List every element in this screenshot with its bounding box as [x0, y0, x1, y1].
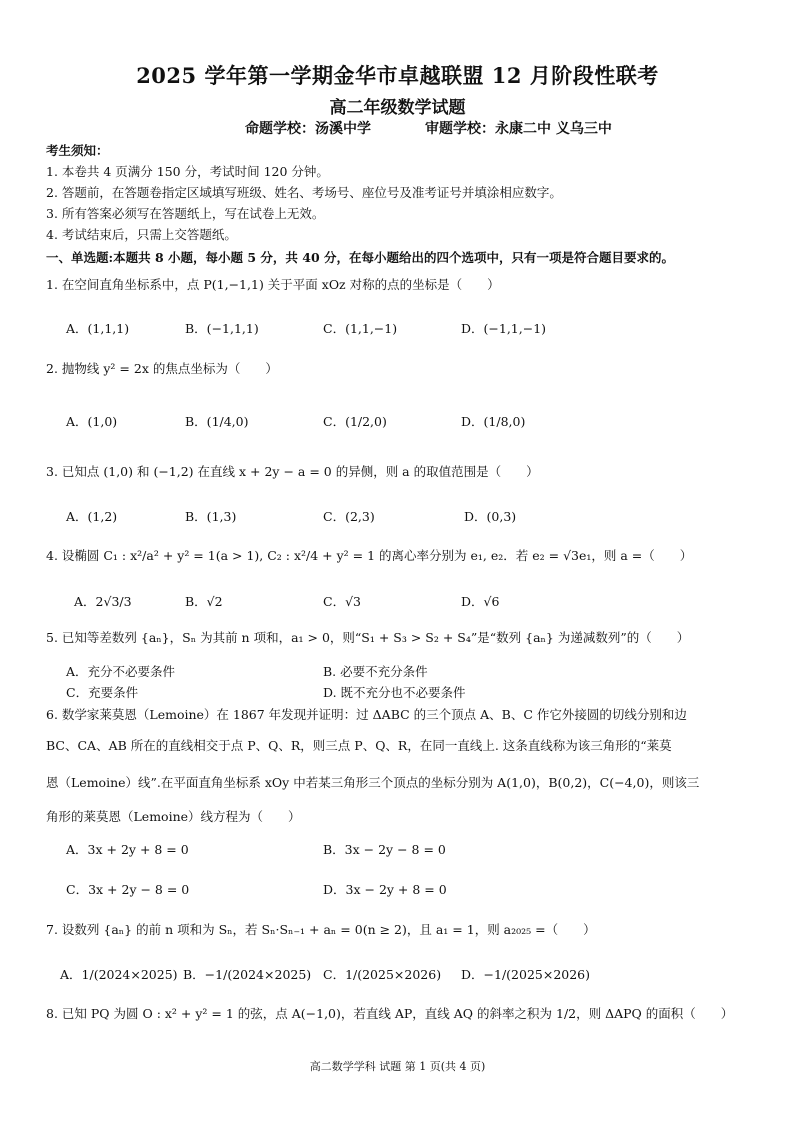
question-6-line: 角形的莱莫恩（Lemoine）线方程为（ ） — [46, 809, 301, 824]
q3-option-a: A．(1,2) — [66, 509, 118, 524]
q2-option-c: C．(1/2,0) — [323, 414, 387, 429]
notice-heading: 考生须知： — [46, 143, 109, 158]
notice-item: 3. 所有答案必须写在答题纸上，写在试卷上无效。 — [46, 206, 325, 221]
q6-option-b: B．3x − 2y − 8 = 0 — [323, 842, 446, 857]
q5-option-b: B. 必要不充分条件 — [323, 664, 428, 679]
question-4-stem: 4. 设椭圆 C₁ : x²/a² + y² = 1(a > 1), C₂ : x²/4 + y² = 1 的离心率分别为 e₁, e₂．若 e₂ = √3e₁，则 a =（ ） — [46, 548, 693, 563]
question-7-stem: 7. 设数列 {aₙ} 的前 n 项和为 Sₙ，若 Sₙ·Sₙ₋₁ + aₙ = 0(n ≥ 2)，且 a₁ = 1，则 a₂₀₂₅ =（ ） — [46, 922, 596, 937]
q4-option-b: B．√2 — [185, 594, 223, 609]
q3-option-d: D．(0,3) — [464, 509, 517, 524]
exam-subtitle: 高二年级数学试题 — [329, 98, 466, 118]
q4-option-a: A．2√3/3 — [74, 594, 132, 609]
q1-option-a: A．(1,1,1) — [66, 321, 130, 336]
notice-item: 4. 考试结束后，只需上交答题纸。 — [46, 227, 237, 242]
setter-school: 命题学校：汤溪中学 — [245, 121, 371, 137]
q4-option-c: C．√3 — [323, 594, 361, 609]
q2-option-d: D．(1/8,0) — [461, 414, 526, 429]
q7-option-c: C．1/(2025×2026) — [323, 967, 442, 982]
q5-option-a: A．充分不必要条件 — [66, 664, 176, 679]
question-3-stem: 3. 已知点 (1,0) 和 (−1,2) 在直线 x + 2y − a = 0 的异侧，则 a 的取值范围是（ ） — [46, 464, 539, 479]
q7-option-d: D．−1/(2025×2026) — [461, 967, 591, 982]
section-heading: 一、单选题:本题共 8 小题，每小题 5 分，共 40 分，在每小题给出的四个选项中，只有一项是符合题目要求的。 — [46, 250, 675, 265]
q5-option-c: C．充要条件 — [66, 685, 139, 700]
question-5-stem: 5. 已知等差数列 {aₙ}，Sₙ 为其前 n 项和，a₁ > 0，则“S₁ + S₃ > S₂ + S₄”是“数列 {aₙ} 为递减数列”的（ ） — [46, 630, 690, 645]
page-footer: 高二数学学科 试题 第 1 页(共 4 页) — [309, 1060, 486, 1073]
exam-title: 2025 学年第一学期金华市卓越联盟 12 月阶段性联考 — [136, 63, 659, 88]
q7-option-b: B．−1/(2024×2025) — [183, 967, 312, 982]
question-6-line: 6. 数学家莱莫恩（Lemoine）在 1867 年发现并证明：过 ΔABC 的三个顶点 A、B、C 作它外接圆的切线分别和边 — [46, 707, 687, 722]
q3-option-b: B．(1,3) — [185, 509, 237, 524]
question-1-stem: 1. 在空间直角坐标系中，点 P(1,−1,1) 关于平面 xOz 对称的点的坐标是（ ） — [46, 277, 500, 292]
notice-item: 1. 本卷共 4 页满分 150 分，考试时间 120 分钟。 — [46, 164, 329, 179]
q7-option-a: A．1/(2024×2025) — [60, 967, 178, 982]
notice-item: 2. 答题前，在答题卷指定区域填写班级、姓名、考场号、座位号及准考证号并填涂相应数字。 — [46, 185, 562, 200]
question-6-line: BC、CA、AB 所在的直线相交于点 P、Q、R，则三点 P、Q、R，在同一直线上. 这条直线称为该三角形的“莱莫 — [46, 738, 672, 753]
q6-option-c: C．3x + 2y − 8 = 0 — [66, 882, 190, 897]
question-8-stem: 8. 已知 PQ 为圆 O : x² + y² = 1 的弦，点 A(−1,0)，若直线 AP，直线 AQ 的斜率之积为 1/2，则 ΔAPQ 的面积（ ） — [46, 1006, 734, 1021]
q4-option-d: D．√6 — [461, 594, 500, 609]
reviewer-school: 审题学校：永康二中 义乌三中 — [425, 121, 612, 137]
q1-option-d: D．(−1,1,−1) — [461, 321, 547, 336]
question-2-stem: 2. 抛物线 y² = 2x 的焦点坐标为（ ） — [46, 361, 278, 376]
q3-option-c: C．(2,3) — [323, 509, 375, 524]
q6-option-d: D．3x − 2y + 8 = 0 — [323, 882, 447, 897]
q1-option-c: C．(1,1,−1) — [323, 321, 398, 336]
q2-option-a: A．(1,0) — [66, 414, 118, 429]
question-6-line: 恩（Lemoine）线”.在平面直角坐标系 xOy 中若某三角形三个顶点的坐标分别为 A(1,0)，B(0,2)，C(−4,0)，则该三 — [46, 775, 700, 790]
q2-option-b: B．(1/4,0) — [185, 414, 249, 429]
q1-option-b: B．(−1,1,1) — [185, 321, 259, 336]
q5-option-d: D. 既不充分也不必要条件 — [323, 685, 466, 700]
q6-option-a: A．3x + 2y + 8 = 0 — [66, 842, 189, 857]
